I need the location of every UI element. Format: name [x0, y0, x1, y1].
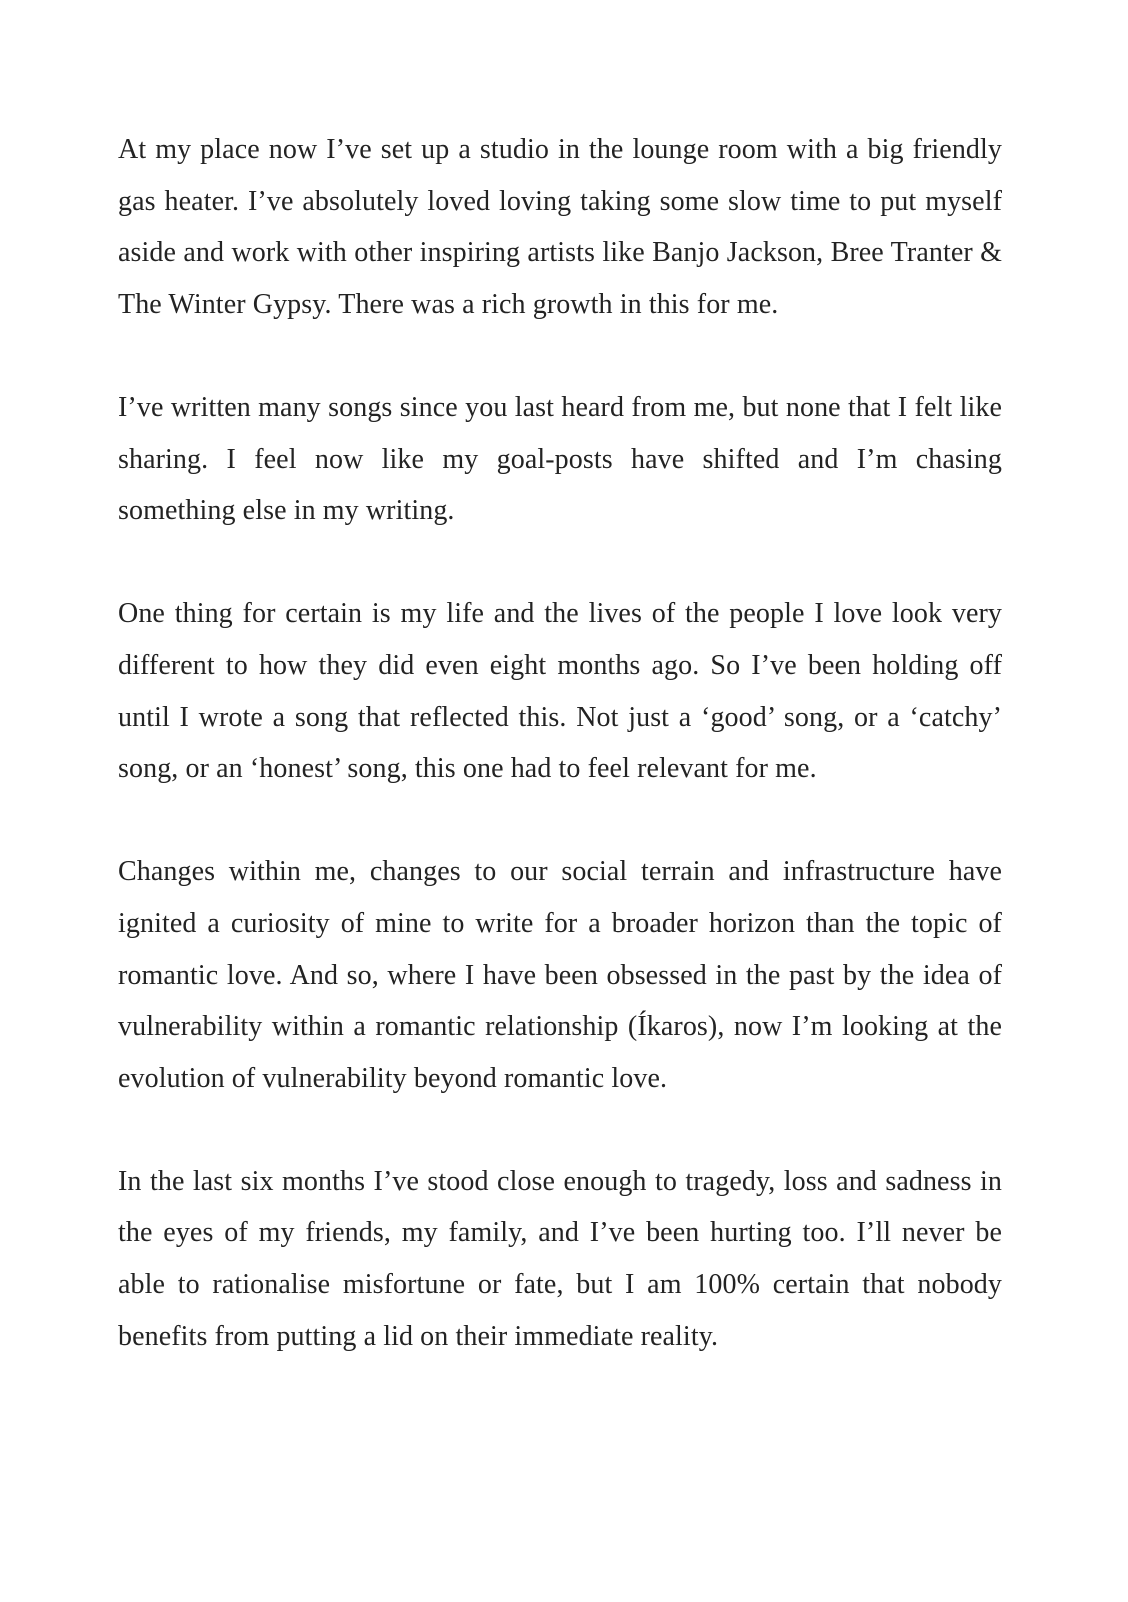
paragraph-studio: At my place now I’ve set up a studio in the lounge room with a big friendly gas heater. I’ve absolutely loved loving taking some slow time to put myself aside and work with other inspiring artists like Banjo Jackson, Bree Tranter & The Winter Gypsy. There was a rich growth in this for me.	[118, 134, 1002, 320]
paragraph-songs: I’ve written many songs since you last heard from me, but none that I felt like sharing. I feel now like my goal-posts have shifted and I’m chasing something else in my writing.	[118, 391, 1002, 527]
document-body	[118, 124, 1002, 1414]
paragraph-last-six-months: In the last six months I’ve stood close enough to tragedy, loss and sadness in the eyes of my friends, my family, and I’ve been hurting too. I’ll never be able to rationalise misfortune or fate, but I am 100% certain that nobody benefits from putting a lid on their immediate reality.	[118, 1165, 1002, 1352]
paragraph-certain: One thing for certain is my life and the lives of the people I love look very different to how they did even eight months ago. So I’ve been holding off until I wrote a song that reflected this. Not just a ‘good’ song, or a ‘catchy’ song, or an ‘honest’ song, this one had to feel relevant for me.	[118, 598, 1002, 785]
paragraph-changes: Changes within me, changes to our social terrain and infrastructure have ignited a curiosity of mine to write for a broader horizon than the topic of romantic love. And so, where I have been obsessed in the past by the idea of vulnerability within a romantic relationship (Íkaros), now I’m looking at the evolution of vulnerability beyond romantic love.	[118, 856, 1002, 1094]
